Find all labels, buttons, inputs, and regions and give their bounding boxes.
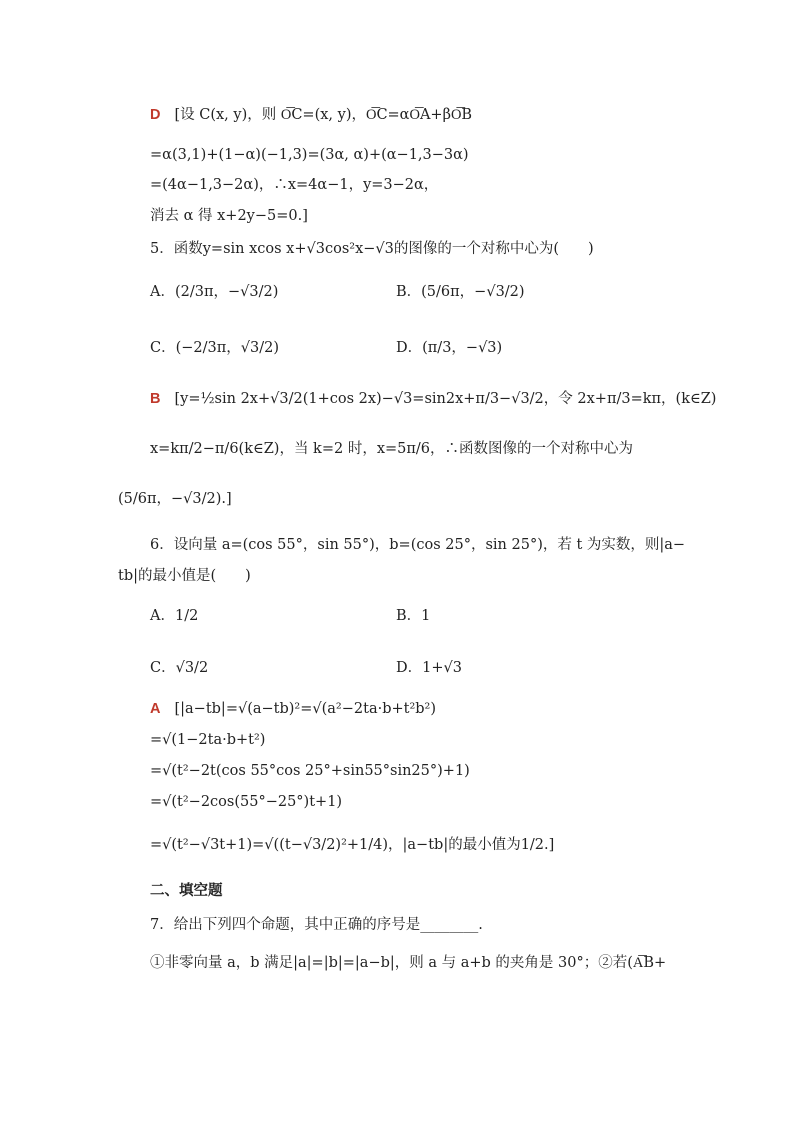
section-heading: 二、填空题 <box>150 883 223 899</box>
q6-stem-line2: tb|的最小值是( ) <box>118 568 251 584</box>
sol4-line4: 消去 α 得 x+2y−5=0.] <box>150 208 308 224</box>
sol4-line2: =α(3,1)+(1−α)(−1,3)=(3α, α)+(α−1,3−3α) <box>150 147 469 163</box>
q6-option-b: B．1 <box>396 608 431 624</box>
sol4-line1: D [设 C(x, y)，则 O͞C=(x, y)，O͞C=αO͞A+βO͞B <box>150 107 473 123</box>
q5-option-d: D．(π/3，−√3) <box>396 340 503 356</box>
q5-option-a: A．(2/3π，−√3/2) <box>150 284 279 300</box>
sol4-line3: =(4α−1,3−2α)，∴x=4α−1，y=3−2α， <box>150 177 439 193</box>
q6-option-a: A．1/2 <box>150 608 199 624</box>
q5-stem: 5．函数y=sin xcos x+√3cos²x−√3的图像的一个对称中心为( ) <box>150 241 594 257</box>
q6-option-d: D．1+√3 <box>396 660 462 676</box>
q6-stem-line1: 6．设向量 a=(cos 55°，sin 55°)，b=(cos 25°，sin 25°)，若 t 为实数，则|a− <box>150 537 686 553</box>
sol5-line1: B [y=½sin 2x+√3/2(1+cos 2x)−√3=sin2x+π/3−√3/2，令 2x+π/3=kπ，(k∈Z) <box>150 391 717 407</box>
sol5-line3: (5/6π，−√3/2).] <box>118 491 232 507</box>
sol6-line3: =√(t²−2t(cos 55°cos 25°+sin55°sin25°)+1) <box>150 763 470 779</box>
sol6-line4: =√(t²−2cos(55°−25°)t+1) <box>150 794 343 810</box>
sol6-line5: =√(t²−√3t+1)=√((t−√3/2)²+1/4)，|a−tb|的最小值为1/2.] <box>150 837 555 853</box>
sol6-line1: A [|a−tb|=√(a−tb)²=√(a²−2ta·b+t²b²) <box>150 701 437 717</box>
q5-option-b: B．(5/6π，−√3/2) <box>396 284 525 300</box>
q7-line2: ①非零向量 a，b 满足|a|=|b|=|a−b|，则 a 与 a+b 的夹角是 30°；②若(A͞B+ <box>150 955 667 971</box>
sol6-line2: =√(1−2ta·b+t²) <box>150 732 266 748</box>
q6-option-c: C．√3/2 <box>150 660 209 676</box>
q7-stem: 7．给出下列四个命题，其中正确的序号是________. <box>150 917 483 933</box>
answer-letter: D <box>150 107 161 123</box>
q5-option-c: C．(−2/3π，√3/2) <box>150 340 279 356</box>
answer-letter: A <box>150 701 161 717</box>
answer-letter: B <box>150 391 161 407</box>
sol5-line2: x=kπ/2−π/6(k∈Z)，当 k=2 时，x=5π/6，∴函数图像的一个对称中心为 <box>150 441 634 457</box>
